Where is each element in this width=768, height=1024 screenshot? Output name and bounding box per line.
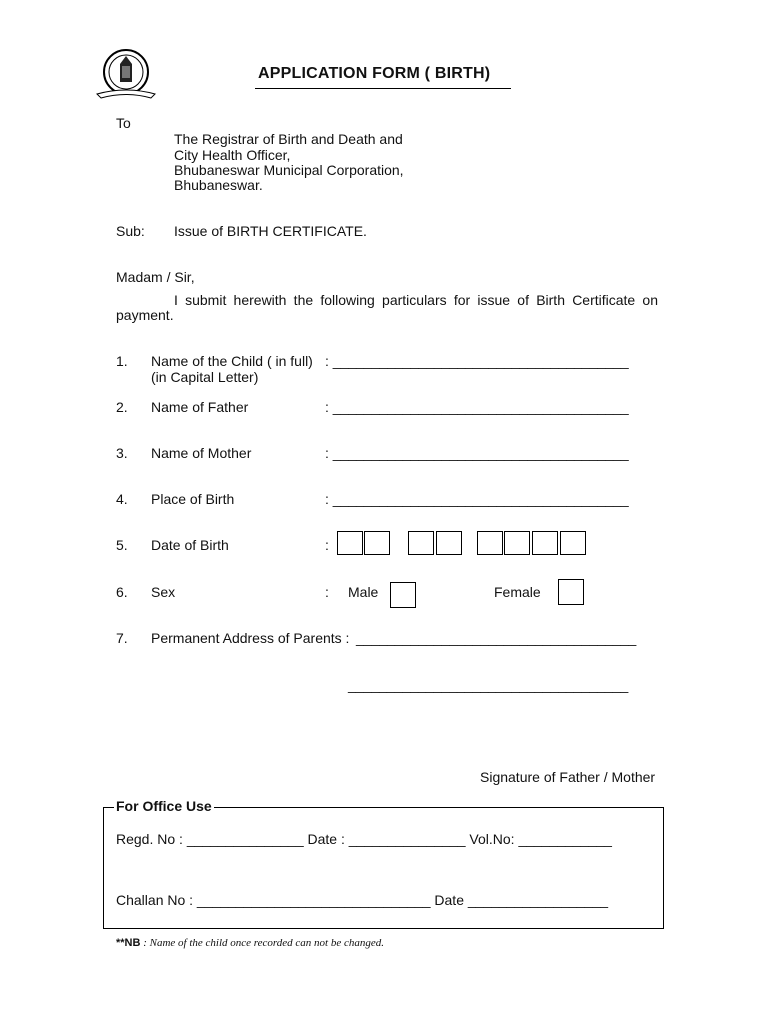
dob-day-digit-box[interactable] [337, 531, 363, 555]
place-of-birth-label: Place of Birth [151, 491, 235, 507]
date-of-birth-label: Date of Birth [151, 537, 229, 553]
dob-year-digit-box[interactable] [560, 531, 586, 555]
office-regd-line[interactable]: Regd. No : _______________ Date : _______________ Vol.No: ____________ [116, 831, 612, 847]
field-number: 7. [116, 630, 128, 646]
dob-year-digit-box[interactable] [477, 531, 503, 555]
nb-text: : Name of the child once recorded can not be changed. [140, 937, 385, 949]
dob-year-digit-box[interactable] [532, 531, 558, 555]
sex-colon: : [325, 584, 329, 600]
male-label: Male [348, 584, 379, 600]
page-title: APPLICATION FORM ( BIRTH) [258, 65, 491, 82]
nb-note [116, 937, 384, 949]
child-name-label: Name of the Child ( in full) [151, 353, 313, 369]
father-name-field[interactable]: : ______________________________________ [325, 399, 629, 415]
field-number: 6. [116, 584, 128, 600]
field-number: 4. [116, 491, 128, 507]
address-line: City Health Officer, [174, 147, 291, 163]
body-text: I submit herewith the following particulars for issue of Birth Certificate on [174, 292, 658, 308]
municipal-seal-icon [95, 48, 157, 100]
dob-month-digit-box[interactable] [408, 531, 434, 555]
body-text-cont: payment. [116, 307, 174, 323]
female-label: Female [494, 584, 541, 600]
address-label: Permanent Address of Parents : [151, 630, 350, 646]
mother-name-label: Name of Mother [151, 445, 252, 461]
dob-year-digit-box[interactable] [504, 531, 530, 555]
office-use-legend: For Office Use [116, 798, 212, 814]
date-of-birth-colon: : [325, 537, 329, 553]
field-number: 2. [116, 399, 128, 415]
address-line: The Registrar of Birth and Death and [174, 131, 403, 147]
subject-text: Issue of BIRTH CERTIFICATE. [174, 223, 367, 239]
address-field[interactable]: ____________________________________ [356, 630, 637, 646]
salutation: Madam / Sir, [116, 269, 195, 285]
child-name-field[interactable]: : ______________________________________ [325, 353, 629, 369]
signature-label: Signature of Father / Mother [480, 769, 656, 785]
subject-label: Sub: [116, 223, 145, 239]
to-label: To [116, 115, 131, 131]
dob-month-digit-box[interactable] [436, 531, 462, 555]
title-underline [255, 88, 511, 89]
father-name-label: Name of Father [151, 399, 249, 415]
sex-label: Sex [151, 584, 176, 600]
field-number: 5. [116, 537, 128, 553]
dob-day-digit-box[interactable] [364, 531, 390, 555]
address-field-line2[interactable]: ____________________________________ [348, 677, 629, 693]
child-name-sublabel: (in Capital Letter) [151, 369, 259, 385]
place-of-birth-field[interactable]: : ______________________________________ [325, 491, 629, 507]
office-challan-line[interactable]: Challan No : ______________________________ Date __________________ [116, 892, 609, 908]
female-checkbox[interactable] [558, 579, 584, 605]
office-use-box [103, 807, 664, 929]
male-checkbox[interactable] [390, 582, 416, 608]
field-number: 1. [116, 353, 128, 369]
field-number: 3. [116, 445, 128, 461]
address-line: Bhubaneswar. [174, 177, 263, 193]
address-line: Bhubaneswar Municipal Corporation, [174, 162, 404, 178]
nb-label: **NB [116, 937, 141, 949]
mother-name-field[interactable]: : ______________________________________ [325, 445, 629, 461]
